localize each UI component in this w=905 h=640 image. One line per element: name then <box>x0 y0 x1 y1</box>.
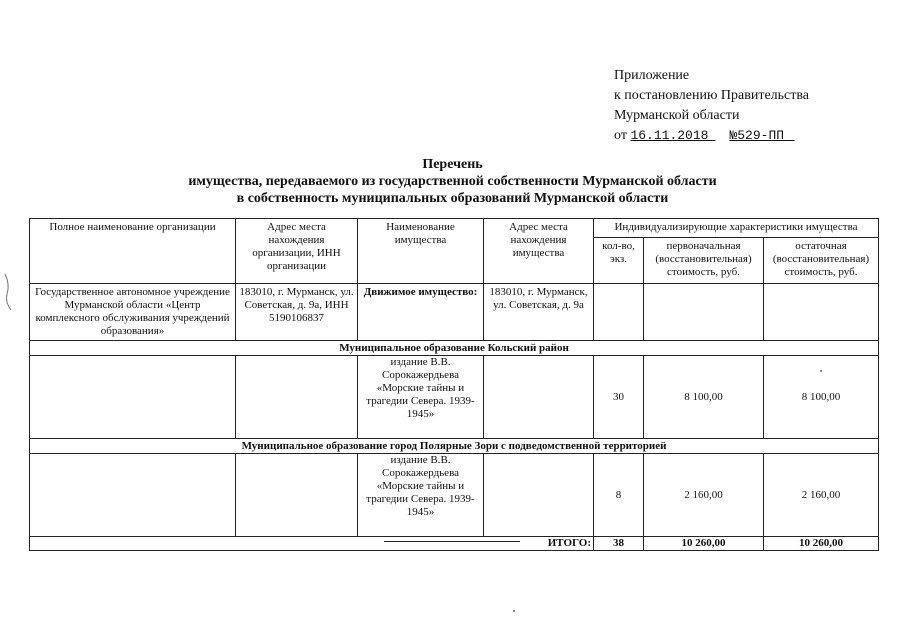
annex-block <box>614 66 809 146</box>
item-qty-cell: 8 <box>594 454 644 537</box>
scan-speck <box>820 370 822 372</box>
header-residual-cost: остаточная (восстановительная) стоимость, руб. <box>764 238 879 284</box>
annex-line-3: Мурманской области <box>614 108 740 123</box>
header-initial-cost: первоначальная (восстановительная) стоимость, руб. <box>644 238 764 284</box>
annex-line-1: Приложение <box>614 68 690 83</box>
item-residual-cost-cell: 2 160,00 <box>764 454 879 537</box>
total-label-cell: ИТОГО: <box>30 537 594 551</box>
header-qty: кол-во, экз. <box>594 238 644 284</box>
empty-cell <box>644 284 764 341</box>
item-initial-cost-cell: 8 100,00 <box>644 356 764 439</box>
header-org-name: Полное наименование организации <box>30 219 236 284</box>
header-row-1 <box>30 219 879 238</box>
item-row-polyarnye-zori <box>30 454 879 537</box>
empty-cell <box>764 284 879 341</box>
total-residual-cost-cell: 10 260,00 <box>764 537 879 551</box>
item-name-cell: издание В.В. Сорокажердьева «Морские тайны и трагедии Севера. 1939-1945» <box>358 356 484 439</box>
margin-scan-mark <box>3 272 13 312</box>
section-row-polyarnye-zori <box>30 439 879 454</box>
annex-line-2: к постановлению Правительства <box>614 88 810 103</box>
section-row-kola <box>30 341 879 356</box>
header-property-name: Наименование имущества <box>358 219 484 284</box>
property-name-cell: Движимое имущество: <box>358 284 484 341</box>
empty-cell <box>594 284 644 341</box>
item-residual-cost-cell: 8 100,00 <box>764 356 879 439</box>
header-org-address: Адрес места нахождения организации, ИНН организации <box>236 219 358 284</box>
property-address-cell: 183010, г. Мурманск, ул. Советская, д. 9а <box>484 284 594 341</box>
empty-cell <box>30 454 236 537</box>
empty-cell <box>484 356 594 439</box>
bottom-separator-line <box>384 541 520 542</box>
item-name-cell: издание В.В. Сорокажердьева «Морские тайны и трагедии Севера. 1939-1945» <box>358 454 484 537</box>
org-address-cell: 183010, г. Мурманск, ул. Советская, д. 9а, ИНН 5190106837 <box>236 284 358 341</box>
annex-date-line <box>614 126 809 146</box>
item-qty-cell: 30 <box>594 356 644 439</box>
empty-cell <box>30 356 236 439</box>
annex-date-prefix: от <box>614 128 627 143</box>
section-title: Муниципальное образование Кольский район <box>30 341 879 356</box>
org-name-cell: Государственное автономное учреждение Мурманской области «Центр комплексного обслуживания учреждений образования» <box>30 284 236 341</box>
scan-speck <box>513 610 515 612</box>
total-qty-cell: 38 <box>594 537 644 551</box>
header-characteristics: Индивидуализирующие характеристики имущества <box>594 219 879 238</box>
header-property-address: Адрес места нахождения имущества <box>484 219 594 284</box>
annex-number: №529-ПП <box>729 128 785 143</box>
total-row <box>30 537 879 551</box>
empty-cell <box>236 454 358 537</box>
empty-cell <box>236 356 358 439</box>
org-row <box>30 284 879 341</box>
title-line-1: Перечень <box>422 157 483 172</box>
item-initial-cost-cell: 2 160,00 <box>644 454 764 537</box>
title-line-2: имущества, передаваемого из государственной собственности Мурманской области <box>188 174 717 189</box>
document-title <box>0 156 905 207</box>
empty-cell <box>484 454 594 537</box>
item-row-kola <box>30 356 879 439</box>
annex-date: 16.11.2018 <box>630 128 709 143</box>
section-title: Муниципальное образование город Полярные Зори с подведомственной территорией <box>30 439 879 454</box>
title-line-3: в собственность муниципальных образований Мурманской области <box>236 191 669 206</box>
property-table <box>29 218 879 551</box>
total-initial-cost-cell: 10 260,00 <box>644 537 764 551</box>
